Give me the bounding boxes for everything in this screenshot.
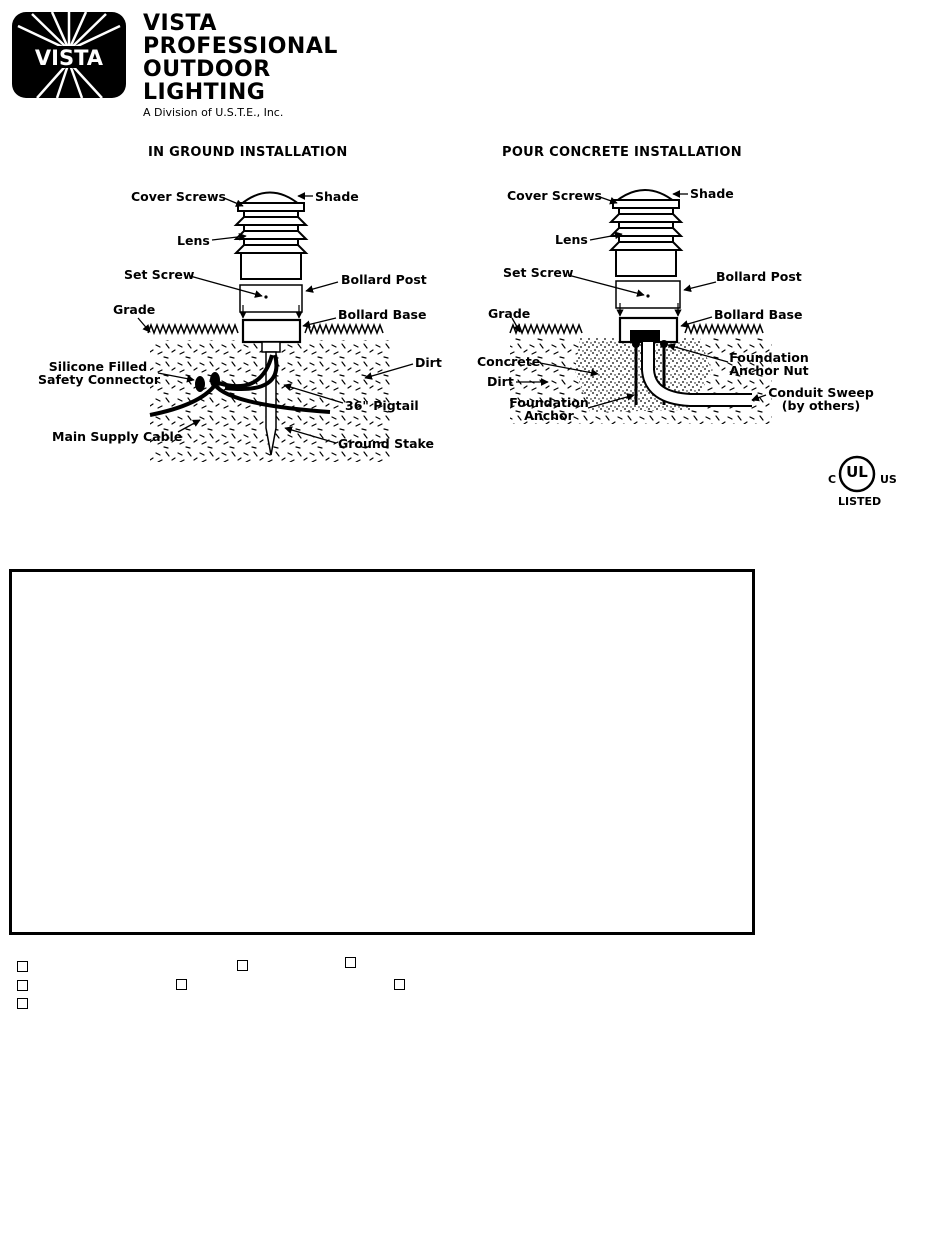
brand-line-2: PROFESSIONAL [143, 34, 338, 59]
label-cover-screws-left: Cover Screws [131, 189, 226, 204]
label-bollard-base-left: Bollard Base [338, 307, 427, 322]
label-silicone-2: Safety Connector [38, 372, 161, 387]
label-silicone-connector [38, 359, 161, 387]
label-conduit-sweep [766, 386, 876, 412]
label-bollard-post-right: Bollard Post [716, 269, 802, 284]
label-dirt-left: Dirt [415, 355, 442, 370]
label-grade-left: Grade [113, 302, 156, 317]
label-set-screw-left: Set Screw [124, 267, 195, 282]
label-dirt-right: Dirt [487, 374, 514, 389]
label-anchor-2: Anchor [524, 408, 574, 423]
label-anchor-1: Foundation [509, 395, 589, 410]
label-shade-left: Shade [315, 189, 359, 204]
info-box [9, 569, 755, 935]
ul-listed-text: LISTED [838, 495, 882, 508]
label-foundation-nut-1: Foundation [729, 350, 809, 365]
brand-line-3: OUTDOOR [143, 57, 271, 82]
label-pigtail: 36" Pigtail [345, 398, 419, 413]
label-lens-right: Lens [555, 232, 588, 247]
pour-concrete-title: POUR CONCRETE INSTALLATION [502, 145, 742, 160]
checkbox-4[interactable] [17, 980, 28, 991]
ul-left-text: C [828, 473, 837, 486]
brand-line-1: VISTA [143, 11, 217, 36]
label-bollard-base-right: Bollard Base [714, 307, 803, 322]
label-main-supply-cable: Main Supply Cable [52, 429, 183, 444]
checkbox-2[interactable] [237, 960, 248, 971]
label-concrete: Concrete [477, 354, 541, 369]
checkbox-3[interactable] [345, 957, 356, 968]
label-cover-screws-right: Cover Screws [507, 188, 602, 203]
label-conduit-2: (by others) [781, 398, 861, 413]
brand-division: A Division of U.S.T.E., Inc. [143, 106, 284, 119]
checkbox-1[interactable] [17, 961, 28, 972]
label-lens-left: Lens [177, 233, 210, 248]
checkbox-6[interactable] [394, 979, 405, 990]
label-conduit-1: Conduit Sweep [768, 385, 874, 400]
label-ground-stake: Ground Stake [338, 436, 434, 451]
checkbox-7[interactable] [17, 998, 28, 1009]
label-foundation-nut-2: Anchor Nut [729, 363, 809, 378]
label-silicone-1: Silicone Filled [48, 359, 148, 374]
label-set-screw-right: Set Screw [503, 265, 574, 280]
brand-line-4: LIGHTING [143, 80, 266, 105]
label-bollard-post-left: Bollard Post [341, 272, 427, 287]
label-grade-right: Grade [488, 306, 531, 321]
label-shade-right: Shade [690, 186, 734, 201]
label-foundation-anchor-nut [726, 351, 812, 377]
label-foundation-anchor [506, 396, 592, 422]
checkbox-5[interactable] [176, 979, 187, 990]
logo-text: VISTA [34, 46, 104, 70]
in-ground-title: IN GROUND INSTALLATION [148, 145, 348, 160]
ul-right-text: US [880, 473, 897, 486]
ul-mark-text: UL [846, 463, 868, 481]
